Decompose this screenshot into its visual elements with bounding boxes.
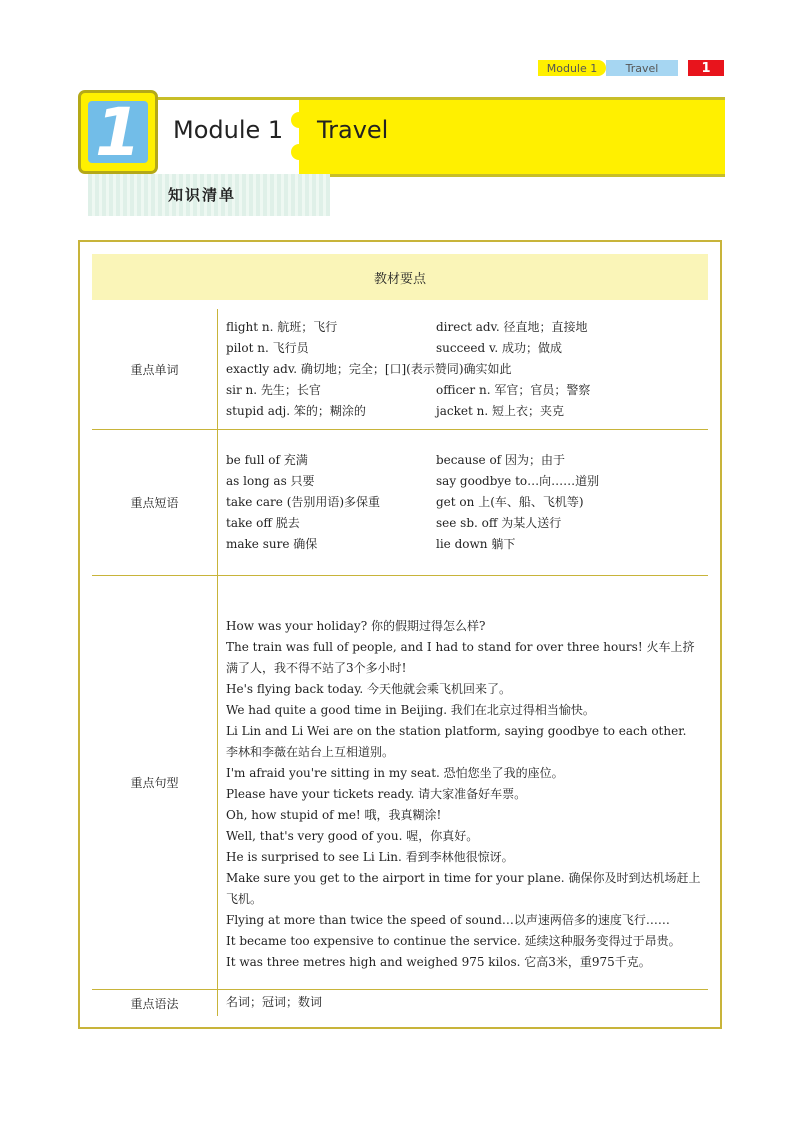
- phrase-item: because of 因为；由于: [436, 453, 565, 467]
- grammar-text: 名词；冠词；数词: [226, 995, 323, 1009]
- phrase-item: take care (告别用语)多保重: [226, 495, 381, 509]
- phrase-item: be full of 充满: [226, 453, 308, 467]
- phrase-item: say goodbye to…向……道别: [436, 474, 600, 488]
- vocab-item: exactly adv. 确切地；完全；[口](表示赞同)确实如此: [226, 362, 512, 376]
- notch-decoration: [291, 112, 307, 128]
- phrase-item: lie down 躺下: [436, 537, 516, 551]
- sentence-item: Well, that's very good of you. 喔，你真好。: [226, 829, 479, 843]
- row-label: 重点单词: [92, 309, 218, 429]
- sentence-item: Please have your tickets ready. 请大家准备好车票。: [226, 787, 527, 801]
- page-number: 1: [688, 60, 724, 76]
- row-label: 重点短语: [92, 430, 218, 575]
- module-number: 1: [88, 101, 148, 163]
- sentence-item: We had quite a good time in Beijing. 我们在北京过得相当愉快。: [226, 703, 595, 717]
- sentence-item: It was three metres high and weighed 975 kilos. 它高3米，重975千克。: [226, 955, 651, 969]
- sentence-item: Li Lin and Li Wei are on the station platform, saying goodbye to each other. 李林和李薇在站台上互相道别。: [226, 724, 687, 759]
- phrase-item: see sb. off 为某人送行: [436, 516, 562, 530]
- sentence-item: He is surprised to see Li Lin. 看到李林他很惊讶。: [226, 850, 514, 864]
- running-header-module: Module 1: [538, 60, 606, 76]
- phrase-item: make sure 确保: [226, 537, 318, 551]
- sentence-item: Flying at more than twice the speed of sound…以声速两倍多的速度飞行……: [226, 913, 670, 927]
- sentences-row: [92, 576, 708, 990]
- key-points-table: [78, 240, 722, 1029]
- sentence-item: Oh, how stupid of me! 哦，我真糊涂!: [226, 808, 442, 822]
- vocab-item: pilot n. 飞行员: [226, 341, 309, 355]
- table-header: 教材要点: [92, 254, 708, 300]
- vocab-list: [226, 317, 702, 422]
- module-title: Travel: [317, 116, 389, 144]
- notch-decoration: [291, 144, 307, 160]
- vocab-item: officer n. 军官；官员；警察: [436, 383, 591, 397]
- module-number-badge: [78, 90, 158, 174]
- sentence-list: [226, 616, 702, 973]
- sentence-item: It became too expensive to continue the service. 延续这种服务变得过于昂贵。: [226, 934, 681, 948]
- running-header: [538, 60, 724, 76]
- sentence-item: I'm afraid you're sitting in my seat. 恐怕您坐了我的座位。: [226, 766, 564, 780]
- running-header-topic: Travel: [606, 60, 678, 76]
- sentence-item: Make sure you get to the airport in time for your plane. 确保你及时到达机场赶上飞机。: [226, 871, 701, 906]
- phrase-item: get on 上(车、船、飞机等): [436, 495, 584, 509]
- row-label: 重点语法: [92, 990, 218, 1016]
- sentence-item: The train was full of people, and I had to stand for over three hours! 火车上挤满了人，我不得不站了3个多小时!: [226, 640, 695, 675]
- phrase-list: [226, 450, 702, 555]
- phrase-item: as long as 只要: [226, 474, 315, 488]
- vocab-item: jacket n. 短上衣；夹克: [436, 404, 564, 418]
- vocab-item: sir n. 先生；长官: [226, 383, 321, 397]
- section-tab: [88, 174, 330, 216]
- row-label: 重点句型: [92, 576, 218, 989]
- vocab-item: flight n. 航班；飞行: [226, 320, 338, 334]
- section-title: 知识清单: [168, 186, 237, 204]
- vocab-item: stupid adj. 笨的；糊涂的: [226, 404, 366, 418]
- vocab-item: succeed v. 成功；做成: [436, 341, 563, 355]
- vocab-row: [92, 309, 708, 430]
- phrase-item: take off 脱去: [226, 516, 300, 530]
- module-label: Module 1: [173, 116, 284, 144]
- sentence-item: How was your holiday? 你的假期过得怎么样?: [226, 619, 486, 633]
- vocab-item: direct adv. 径直地；直接地: [436, 320, 588, 334]
- module-banner: [155, 97, 725, 177]
- sentence-item: He's flying back today. 今天他就会乘飞机回来了。: [226, 682, 512, 696]
- grammar-row: [92, 990, 708, 1016]
- phrases-row: [92, 430, 708, 576]
